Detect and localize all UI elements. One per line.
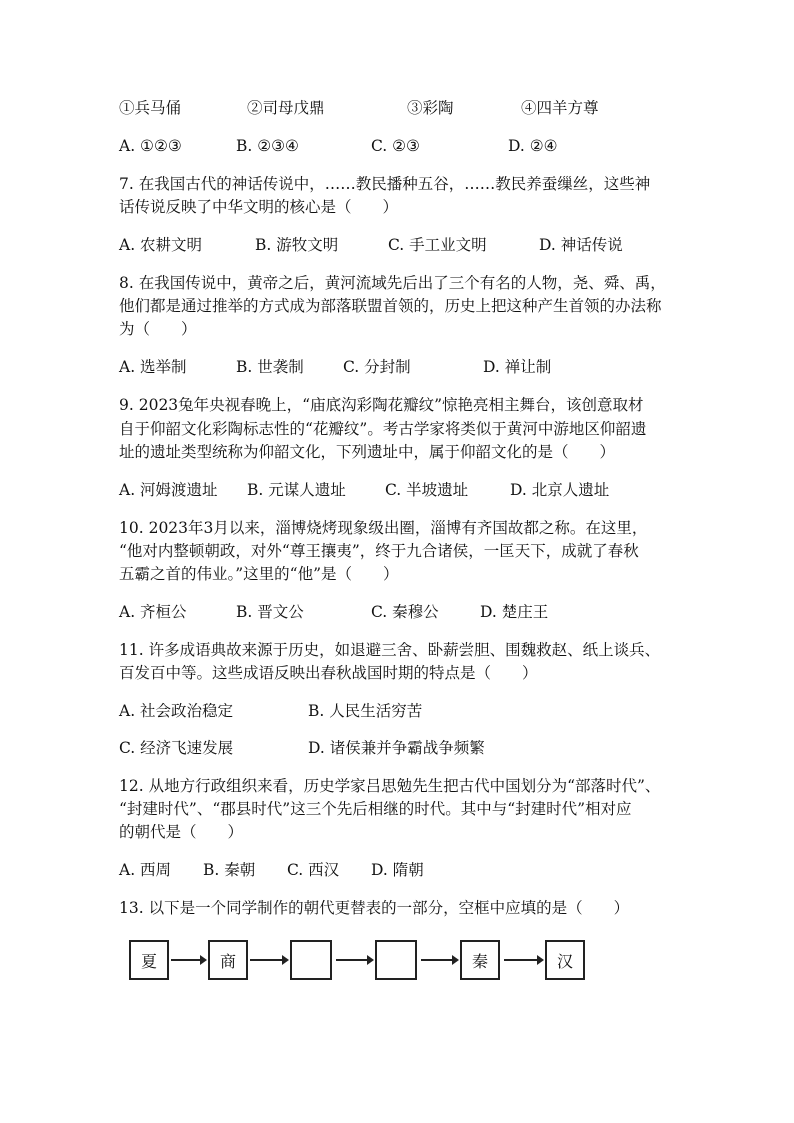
q11-stem-line-1: 11. 许多成语典故来源于历史，如退避三舍、卧薪尝胆、围魏救赵、纸上谈兵、 — [119, 641, 661, 659]
q8-stem-line-3: 为（ ） — [119, 320, 197, 338]
q12-option-c[interactable]: C. 西汉 — [287, 861, 340, 879]
q7-option-b[interactable]: B. 游牧文明 — [255, 236, 339, 254]
q13-stem-line-1: 13. 以下是一个同学制作的朝代更替表的一部分，空框中应填的是（ ） — [119, 899, 630, 917]
q6-item-1: ①兵马俑 — [119, 99, 182, 117]
q10-stem-line-2: “他对内整顿朝政，对外“尊王攘夷”，终于九合诸侯，一匡天下，成就了春秋 — [119, 542, 639, 560]
q10-option-c[interactable]: C. 秦穆公 — [371, 603, 439, 621]
q12-option-d[interactable]: D. 隋朝 — [371, 861, 424, 879]
q6-item-3: ③彩陶 — [407, 99, 454, 117]
q12-option-b[interactable]: B. 秦朝 — [203, 861, 256, 879]
q6-item-2: ②司母戊鼎 — [247, 99, 325, 117]
q9-option-c[interactable]: C. 半坡遗址 — [385, 481, 469, 499]
dynasty-box-shang: 商 — [208, 940, 248, 980]
dynasty-box-xia: 夏 — [129, 940, 169, 980]
q9-stem-line-1: 9. 2023兔年央视春晚上，“庙底沟彩陶花瓣纹”惊艳亮相主舞台，该创意取材 — [119, 396, 644, 414]
q10-option-d[interactable]: D. 楚庄王 — [480, 603, 549, 621]
arrow-icon — [248, 950, 291, 970]
q12-stem-line-3: 的朝代是（ ） — [119, 823, 244, 841]
q8-option-c[interactable]: C. 分封制 — [343, 358, 411, 376]
arrow-icon — [332, 950, 376, 970]
q10-stem-line-3: 五霸之首的伟业。”这里的“他”是（ ） — [119, 565, 399, 583]
q11-option-a[interactable]: A. 社会政治稳定 — [119, 702, 234, 720]
dynasty-box-blank-1[interactable] — [290, 940, 332, 980]
q6-option-a[interactable]: A. ①②③ — [119, 137, 182, 155]
q11-stem-line-2: 百发百中等。这些成语反映出春秋战国时期的特点是（ ） — [119, 664, 538, 682]
q10-option-a[interactable]: A. 齐桓公 — [119, 603, 187, 621]
dynasty-box-blank-2[interactable] — [375, 940, 417, 980]
q12-stem-line-1: 12. 从地方行政组织来看，历史学家吕思勉先生把古代中国划分为“部落时代”、 — [119, 777, 661, 795]
q9-option-a[interactable]: A. 河姆渡遗址 — [119, 481, 218, 499]
q9-option-b[interactable]: B. 元谋人遗址 — [247, 481, 346, 499]
q6-option-c[interactable]: C. ②③ — [371, 137, 420, 155]
q11-option-d[interactable]: D. 诸侯兼并争霸战争频繁 — [308, 739, 485, 757]
q8-option-a[interactable]: A. 选举制 — [119, 358, 187, 376]
q8-stem-line-1: 8. 在我国传说中，黄帝之后，黄河流域先后出了三个有名的人物，尧、舜、禹， — [119, 274, 666, 292]
q6-option-d[interactable]: D. ②④ — [508, 137, 558, 155]
q7-option-c[interactable]: C. 手工业文明 — [388, 236, 487, 254]
q6-option-b[interactable]: B. ②③④ — [236, 137, 299, 155]
dynasty-box-han: 汉 — [545, 940, 585, 980]
q7-option-d[interactable]: D. 神话传说 — [539, 236, 623, 254]
q7-option-a[interactable]: A. 农耕文明 — [119, 236, 203, 254]
arrow-icon — [169, 950, 209, 970]
q9-stem-line-3: 址的遗址类型统称为仰韶文化，下列遗址中，属于仰韶文化的是（ ） — [119, 443, 616, 461]
q6-item-4: ④四羊方尊 — [521, 99, 599, 117]
arrow-icon — [417, 950, 461, 970]
arrow-icon — [500, 950, 546, 970]
q7-stem-line-2: 话传说反映了中华文明的核心是（ ） — [119, 198, 399, 216]
q9-option-d[interactable]: D. 北京人遗址 — [510, 481, 610, 499]
q11-option-c[interactable]: C. 经济飞速发展 — [119, 739, 234, 757]
q12-stem-line-2: “封建时代”、“郡县时代”这三个先后相继的时代。其中与“封建时代”相对应 — [119, 800, 632, 818]
dynasty-box-qin: 秦 — [460, 940, 500, 980]
q9-stem-line-2: 自于仰韶文化彩陶标志性的“花瓣纹”。考古学家将类似于黄河中游地区仰韶遗 — [119, 420, 647, 438]
q8-stem-line-2: 他们都是通过推举的方式成为部落联盟首领的，历史上把这种产生首领的办法称 — [119, 297, 662, 315]
q10-stem-line-1: 10. 2023年3月以来，淄博烧烤现象级出圈，淄博有齐国故都之称。在这里， — [119, 519, 648, 537]
q11-option-b[interactable]: B. 人民生活穷苦 — [308, 702, 423, 720]
q8-option-b[interactable]: B. 世袭制 — [236, 358, 304, 376]
q8-option-d[interactable]: D. 禅让制 — [483, 358, 552, 376]
q12-option-a[interactable]: A. 西周 — [119, 861, 172, 879]
q10-option-b[interactable]: B. 晋文公 — [236, 603, 304, 621]
q7-stem-line-1: 7. 在我国古代的神话传说中，……教民播种五谷，……教民养蚕缫丝，这些神 — [119, 175, 651, 193]
